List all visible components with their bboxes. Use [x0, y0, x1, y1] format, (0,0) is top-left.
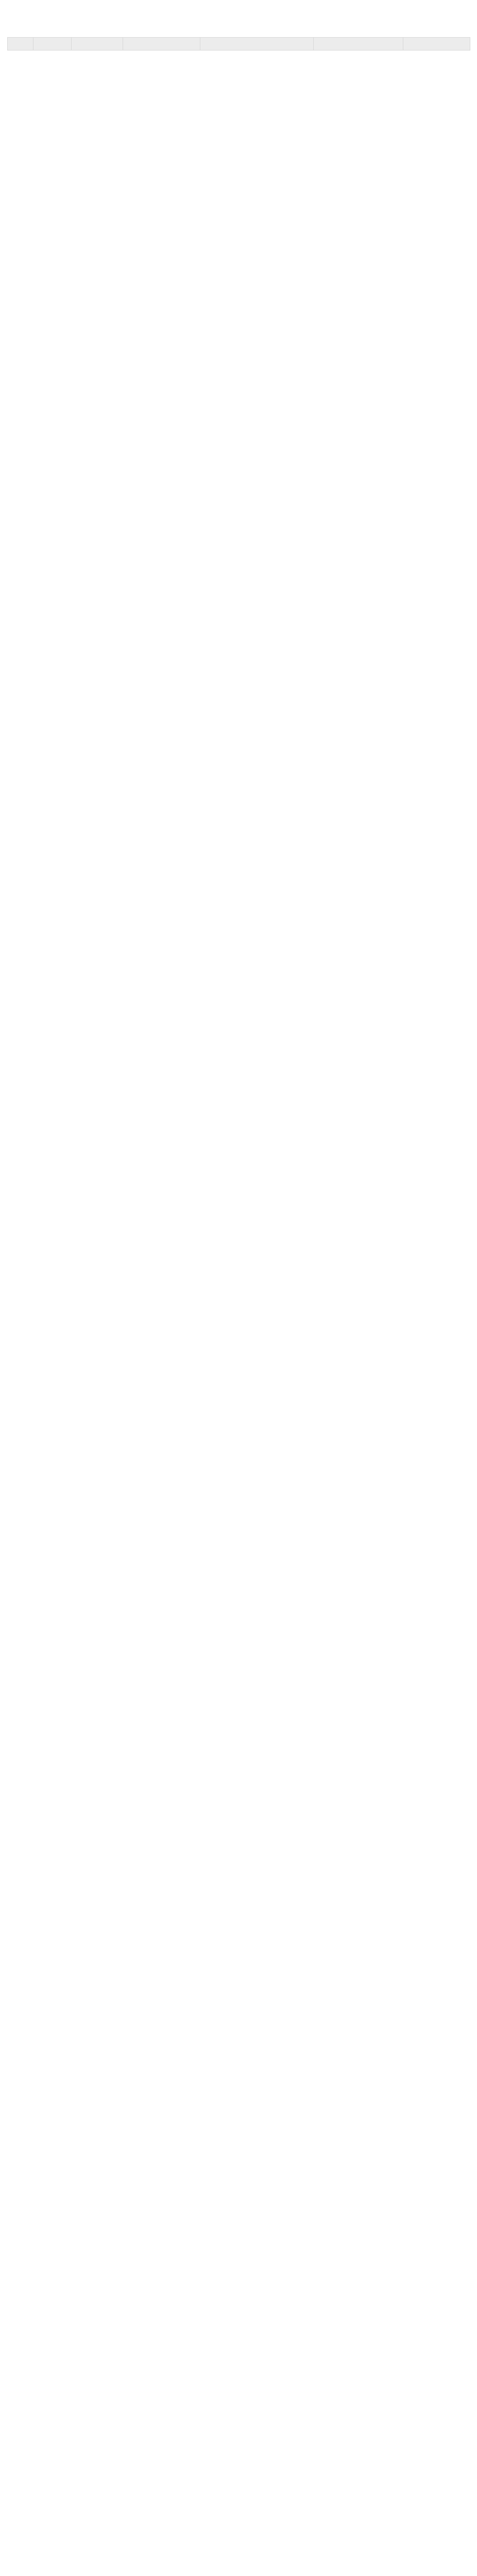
page-title — [7, 4, 470, 7]
table-header-row — [8, 38, 470, 50]
column-header-unit — [200, 38, 314, 50]
title-block — [7, 4, 470, 37]
column-header-time — [314, 38, 403, 50]
column-header-rank — [8, 38, 33, 50]
ranking-table — [7, 37, 470, 50]
column-header-name — [72, 38, 123, 50]
column-header-score — [403, 38, 470, 50]
column-header-id — [33, 38, 72, 50]
column-header-title — [123, 38, 200, 50]
